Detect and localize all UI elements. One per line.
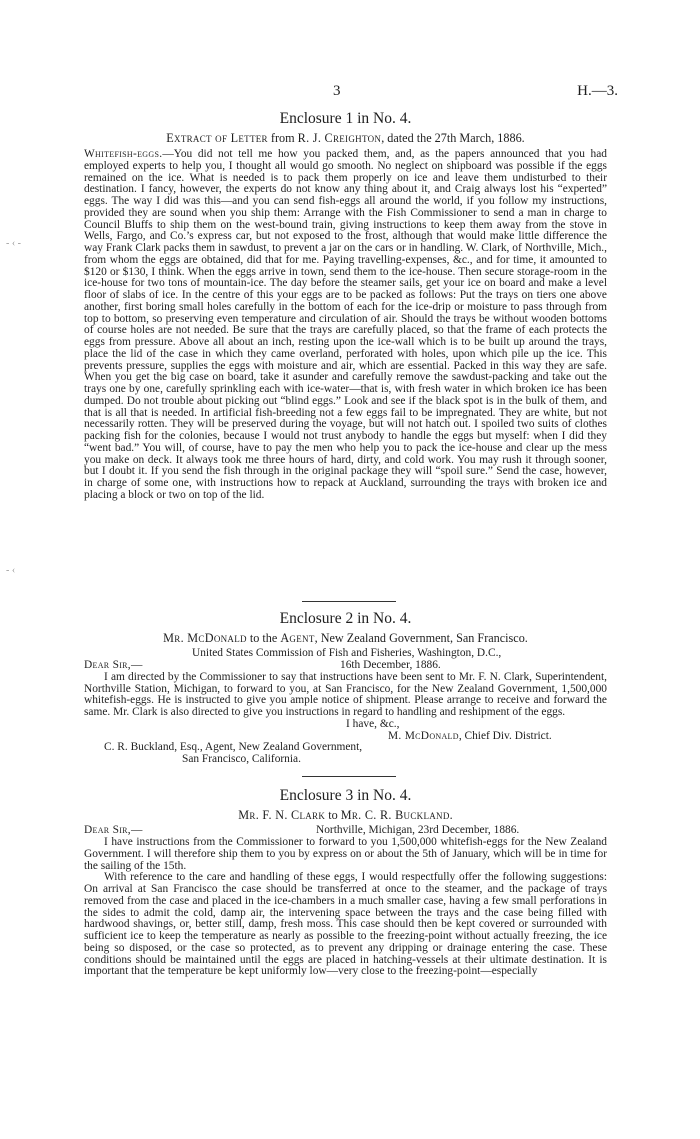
salutation: Dear Sir,—: [84, 658, 143, 671]
enclosure-2-title: Enclosure 2 in No. 4.: [279, 610, 412, 627]
enclosure-2: [84, 609, 607, 766]
enclosure-1-title: Enclosure 1 in No. 4.: [279, 110, 412, 127]
signature: M. McDonald, Chief Div. District.: [388, 729, 552, 742]
place-and-date: Northville, Michigan, 23rd December, 1886.: [316, 824, 520, 836]
page-number: 3: [333, 83, 341, 99]
enclosure-3-title: Enclosure 3 in No. 4.: [279, 787, 412, 804]
enclosure-3-from-to: Mr. F. N. Clark to Mr. C. R. Buckland.: [238, 808, 453, 822]
margin-mark: - ‹: [6, 565, 16, 576]
enclosure-1-body: Whitefish-eggs.—You did not tell me how you packed them, and, as the papers announced that you had employed experts to help you, I thought all would go smooth. No neglect on shipboard was possible if the eggs remained on the ice. What is needed is to pack them properly on ice and leave them undisturbed to their destination. I fancy, however, the experts do not know any thing about it, and Craig always lost his “experted” eggs. The way I did was this—and you can send fish-eggs all around the world, if you follow my instructions, provided they are sound when you ship them: Arrange with the Fish Commissioner to send a man in charge to Council Bluffs to ship them on the west-bound train, giving instructions to keep them away from the stove in Wells, Fargo, and Co.’s express car, but not exposed to the frost, although that would make little difference the way Frank Clark packs them in sawdust, to prevent a jar on the cars or in handling. W. Clark, of Northville, Mich., from whom the eggs are obtained, did that for me. Paying travelling-expenses, &c., and for time, it amounted to $120 or $130, I think. When the eggs arrive in town, send them to the ice-house. Then secure storage-room in the ice-house for two tons of mountain-ice. The day before the steamer sails, get your ice on board and make a level floor of slabs of ice. In the centre of this your eggs are to be packed as follows: Put the trays on tiers one above another, first boring small holes carefully in the bottom of each for the ice-drip or moisture to pass through from top to bottom, so preserving even temperature and circulation of air. Should the trays be without wooden bottoms of course holes are not needed. Be sure that the trays are carefully placed, so that the frame of each protects the eggs from pressure. Above all about an inch, resting upon the ice-wall which is to be built up around the trays, place the lid of the case in which they came overland, perforated with holes, upon which pile up the ice. This prevents pressure, supplies the eggs with moisture and air, which are essential. Packed in this way they are safe. When you get the big case on board, take it asunder and carefully remove the sawdust-packing and take out the trays one by one, carefully sprinkling each with ice-water—that is, with fresh water in which broken ice has been dumped. Do not trouble about picking out “blind eggs.” Look and see if the black spot is in the bulk of them, and that is all that is needed. In artificial fish-breeding not a few eggs fail to be impregnated. They are white, but not necessarily rotten. They will be preserved during the voyage, but will not hatch out. I spoiled two suits of clothes packing fish for the colonies, because I would not trust anybody to handle the eggs but myself: when I did they “went bad.” You will, of course, have to pay the men who help you to pack the ice-house and clear up the mess you make on deck. It always took me three hours of hard, dirty, and cold work. You may rush it through sooner, but I doubt it. If you send the fish through in the original package they will “spoil sure.” Send the case, however, in charge of some one, with instructions how to repack at Auckland, surrounding the trays with broken ice and placing a block or two on top of the lid.: [84, 148, 607, 501]
enclosure-3-paragraph-2: With reference to the care and handling of these eggs, I would respectfully offer the following suggestions: On arrival at San Francisco the case should be transferred at once to the steamer, and the package of trays removed from the case and placed in the ice-chambers in a much smaller case, having a few small perforations in the sides to admit the cold, damp air, the intervening space between the trays and the case being filled with hardwood shavings, or, better still, damp, fresh moss. This case should then be kept covered or surrounded with sufficient ice to keep the temperature as nearly as possible to the freezing-point without actually freezing, the ice being so disposed, or the case so protected, as to prevent any dripping or drainage entering the case. These conditions should be maintained until the eggs are placed in hatching-vessels at their ultimate destination. It is important that the temperature be kept uniformly low—very close to the freezing-point—especially: [84, 871, 607, 978]
sender-organization: United States Commission of Fish and Fisheries, Washington, D.C.,: [192, 647, 502, 659]
enclosure-1: [84, 109, 607, 502]
addressee-line-2: San Francisco, California.: [182, 753, 301, 766]
lead-in: Whitefish-eggs.: [84, 148, 163, 160]
enclosure-3-paragraph-1: I have instructions from the Commissioner to forward to you 1,500,000 whitefish-eggs for the New Zealand Government. I will therefore ship them to you by express on or about the 5th of January, which will be in time for the sailing of the 15th.: [84, 836, 607, 872]
salutation: Dear Sir,—: [84, 824, 143, 836]
addressee-line-1: C. R. Buckland, Esq., Agent, New Zealand Government,: [104, 741, 363, 754]
closing: I have, &c.,: [346, 717, 400, 730]
salutation-line: [84, 825, 607, 837]
salutation-line: [84, 660, 607, 672]
margin-mark: - ‹ -: [6, 238, 21, 249]
document-reference: H.—3.: [577, 83, 618, 99]
section-divider: [302, 776, 396, 777]
enclosure-2-from-to: Mr. McDonald to the Agent, New Zealand Government, San Francisco.: [163, 631, 528, 645]
enclosure-3: [84, 786, 607, 978]
letter-date: 16th December, 1886.: [340, 658, 441, 671]
section-divider: [302, 601, 396, 602]
enclosure-1-subtitle: Extract of Letter from R. J. Creighton, dated the 27th March, 1886.: [166, 131, 525, 145]
enclosure-2-body: I am directed by the Commissioner to say that instructions have been sent to Mr. F. N. Clark, Superintendent, Northville Station, Michigan, to forward to you, at San Francisco, for the New Zealand Government, 1,500,000 whitefish-eggs. He is instructed to give you ample notice of shipment. Please arrange to receive and forward the same. Mr. Clark is also directed to give you instructions in regard to handling and reshipment of the eggs.: [84, 670, 607, 719]
